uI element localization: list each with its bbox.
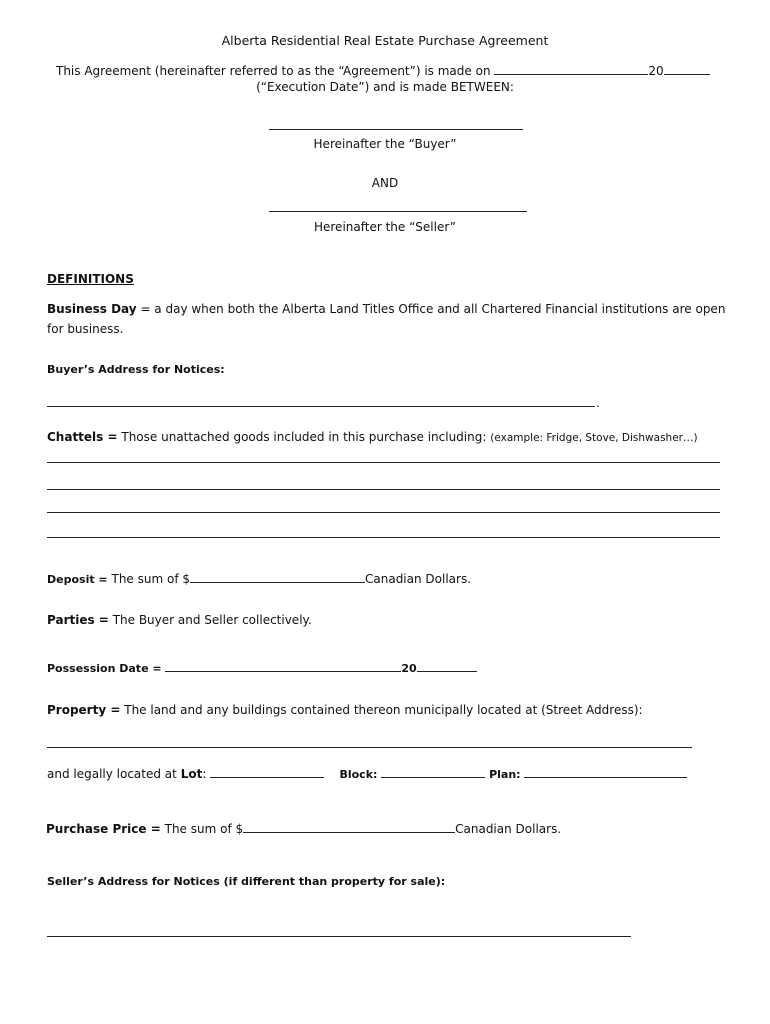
seller-caption: Hereinafter the “Seller”	[313, 220, 457, 234]
block-label: Block:	[339, 768, 378, 781]
business-day-text: = a day when both the Alberta Land Titles Office and all Chartered Financial institutions are open	[140, 302, 726, 316]
chattels-line-3[interactable]	[47, 512, 720, 513]
property-definition	[47, 703, 643, 717]
intro-year-prefix: 20	[648, 64, 664, 78]
chattels-text: Those unattached goods included in this purchase including:	[121, 430, 487, 444]
possession-year-blank[interactable]	[417, 660, 477, 672]
deposit-suffix: Canadian Dollars.	[365, 572, 472, 586]
block-blank[interactable]	[381, 766, 485, 778]
deposit-definition	[47, 571, 471, 586]
execution-year-blank[interactable]	[664, 63, 710, 75]
chattels-line-2[interactable]	[47, 489, 720, 490]
plan-blank[interactable]	[524, 766, 687, 778]
buyer-address-period: .	[596, 396, 600, 410]
buyer-address-term: Buyer’s Address for Notices:	[47, 363, 225, 376]
intro-text: This Agreement (hereinafter referred to as the “Agreement”) is made on	[56, 64, 491, 78]
legal-location-row: and legally located at Lot: Block: Plan:	[47, 766, 687, 781]
chattels-line-4[interactable]	[47, 537, 720, 538]
deposit-amount-blank[interactable]	[190, 571, 365, 583]
definitions-heading: DEFINITIONS	[47, 272, 134, 286]
parties-term: Parties =	[47, 613, 109, 627]
possession-date-blank[interactable]	[165, 660, 401, 672]
lot-blank[interactable]	[210, 766, 324, 778]
document-title: Alberta Residential Real Estate Purchase Agreement	[221, 33, 549, 48]
purchase-price-definition	[46, 821, 561, 836]
possession-term: Possession Date =	[47, 662, 162, 675]
seller-name-line[interactable]	[269, 211, 527, 212]
deposit-term: Deposit =	[47, 573, 108, 586]
parties-text: The Buyer and Seller collectively.	[112, 613, 312, 627]
price-amount-blank[interactable]	[243, 821, 455, 833]
legal-prefix: and legally located at	[47, 767, 177, 781]
parties-definition	[47, 613, 312, 627]
buyer-name-line[interactable]	[269, 129, 523, 130]
possession-year-prefix: 20	[401, 662, 417, 675]
lot-label: Lot	[180, 767, 203, 781]
chattels-line-1[interactable]	[47, 462, 720, 463]
seller-address-line[interactable]	[47, 936, 631, 937]
business-day-term: Business Day	[47, 302, 137, 316]
seller-address-term: Seller’s Address for Notices (if different than property for sale):	[47, 875, 446, 888]
possession-date-definition	[47, 660, 477, 675]
property-address-line[interactable]	[47, 747, 692, 748]
price-suffix: Canadian Dollars.	[455, 822, 562, 836]
plan-label: Plan:	[489, 768, 521, 781]
chattels-definition	[47, 430, 698, 444]
and-label: AND	[371, 176, 399, 190]
business-day-definition	[47, 302, 725, 316]
chattels-term: Chattels =	[47, 430, 118, 444]
price-text: The sum of $	[164, 822, 244, 836]
price-term: Purchase Price =	[46, 822, 161, 836]
chattels-example: (example: Fridge, Stove, Dishwasher…)	[490, 432, 698, 444]
property-term: Property =	[47, 703, 121, 717]
property-text: The land and any buildings contained thereon municipally located at (Street Address):	[124, 703, 643, 717]
deposit-text: The sum of $	[111, 572, 190, 586]
execution-date-blank[interactable]	[494, 63, 648, 75]
buyer-address-line[interactable]	[47, 406, 595, 407]
intro-line-2: (“Execution Date”) and is made BETWEEN:	[256, 80, 514, 94]
business-day-text-2: for business.	[47, 322, 124, 336]
intro-line-1	[56, 63, 710, 78]
buyer-caption: Hereinafter the “Buyer”	[313, 137, 457, 151]
